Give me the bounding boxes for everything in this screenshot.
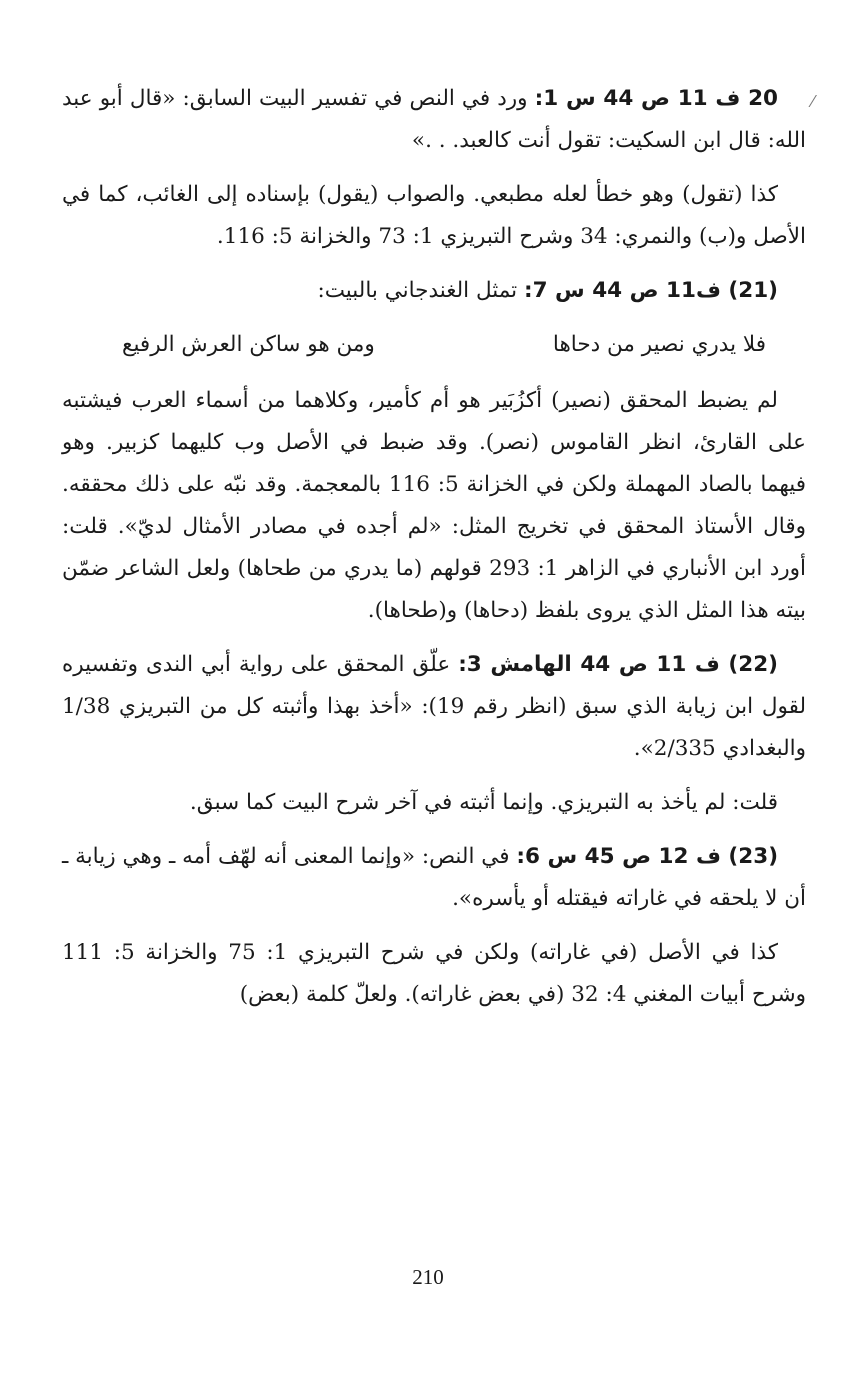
- note-21-comment: [62, 380, 806, 632]
- note-22: [62, 644, 806, 770]
- note-22-comment: [62, 782, 806, 824]
- note-20: [62, 78, 806, 162]
- note-23-reference: (23) ف 12 ص 45 س 6:: [516, 844, 779, 869]
- note-23-text: في النص: «وإنما المعنى أنه لهّف أمه ـ وهي زيابة ـ أن لا يلحقه في غاراته فيقتله أو يأسره».: [62, 844, 806, 911]
- note-21-text: تمثل الغندجاني بالبيت:: [317, 278, 524, 303]
- note-21-comment-text: لم يضبط المحقق (نصير) أكزُبَير هو أم كأمير، وكلاهما من أسماء العرب فيشتبه على القارئ، انظر القاموس (نصر). وقد ضبط في الأصل وب كليهما كزبير. وهو فيهما بالصاد المهملة ولكن في الخزانة 5: 116 بالمعجمة. وقد نبّه على ذلك محققه. وقال الأستاذ المحقق في تخريج المثل: «لم أجده في مصادر الأمثال لديّ». قلت: أورد ابن الأنباري في الزاهر 1: 293 قولهم (ما يدري من طحاها) ولعل الشاعر ضمّن بيته هذا المثل الذي يروى بلفظ (دحاها) و(طحاها).: [62, 388, 807, 623]
- page-number: 210: [412, 1265, 444, 1289]
- note-20-comment: [62, 174, 806, 258]
- note-20-comment-text: كذا (تقول) وهو خطأ لعله مطبعي. والصواب (يقول) بإسناده إلى الغائب، كما في الأصل و(ب) والنمري: 34 وشرح التبريزي 1: 73 والخزانة 5: 116.: [62, 182, 806, 249]
- note-20-text: ورد في النص في تفسير البيت السابق: «قال أبو عبد الله: قال ابن السكيت: تقول أنت كالعبد. . .»: [62, 86, 806, 153]
- verse-second-hemistich: ومن هو ساكن العرش الرفيع: [122, 332, 375, 357]
- note-20-reference: 20 ف 11 ص 44 س 1:: [534, 86, 778, 111]
- note-22-reference: (22) ف 11 ص 44 الهامش 3:: [458, 652, 778, 677]
- note-21-reference: (21) ف11 ص 44 س 7:: [523, 278, 778, 303]
- note-23-comment: [62, 932, 806, 1016]
- page-body: [62, 78, 806, 1028]
- note-23-comment-text: كذا في الأصل (في غاراته) ولكن في شرح التبريزي 1: 75 والخزانة 5: 111 وشرح أبيات المغني 4: 32 (في بعض غاراته). ولعلّ كلمة (بعض): [62, 940, 806, 1007]
- note-22-text: علّق المحقق على رواية أبي الندى وتفسيره لقول ابن زيابة الذي سبق (انظر رقم 19): «أخذ بهذا وأثبته كل من التبريزي 1/38 والبغدادي 2/335».: [62, 652, 806, 761]
- margin-mark: ⁄: [811, 92, 814, 111]
- note-22-comment-text: قلت: لم يأخذ به التبريزي. وإنما أثبته في آخر شرح البيت كما سبق.: [189, 790, 778, 815]
- note-21: [62, 270, 806, 312]
- poetry-verse: [62, 324, 806, 366]
- verse-first-hemistich: فلا يدري نصير من دحاها: [552, 332, 766, 357]
- note-23: [62, 836, 806, 920]
